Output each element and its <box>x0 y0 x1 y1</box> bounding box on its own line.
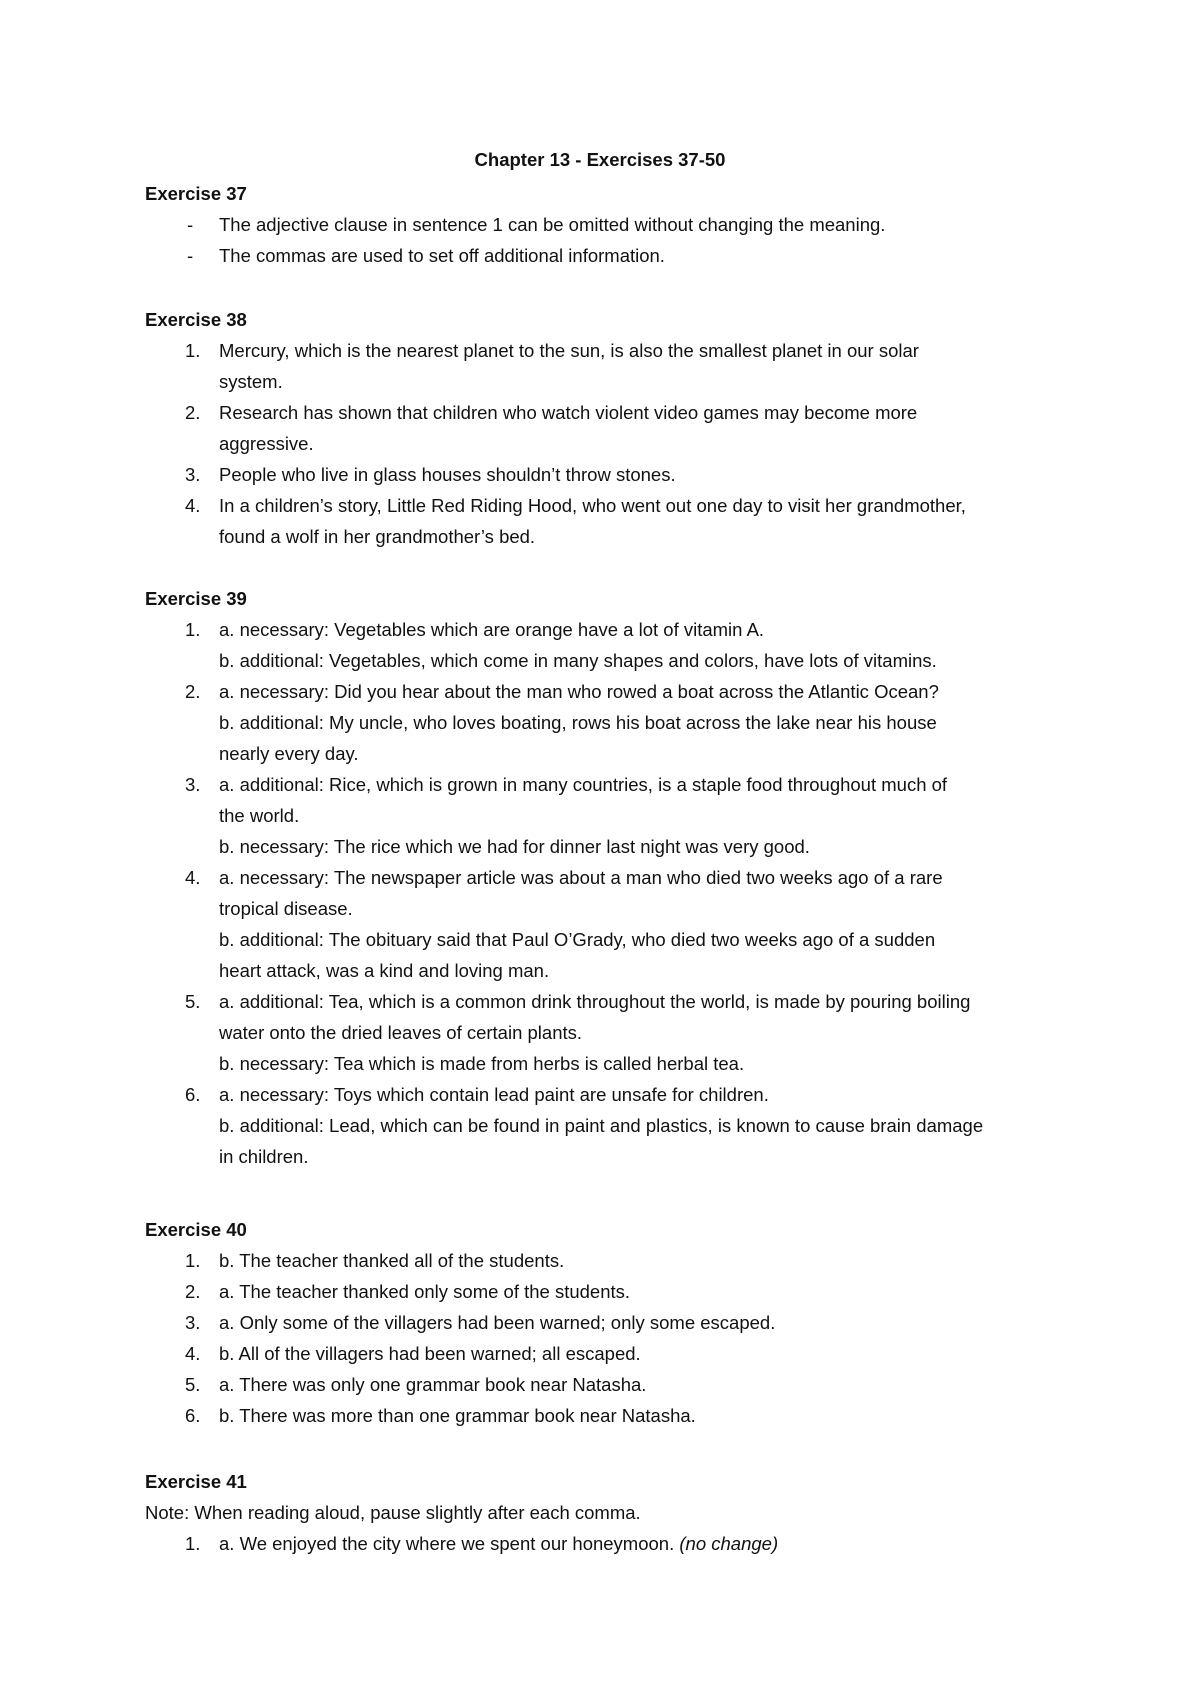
list-item <box>145 614 1075 676</box>
list-item-text: the world. <box>219 805 300 826</box>
list-marker: 3. <box>185 464 201 485</box>
list-item-text: In a children’s story, Little Red Riding Hood, who went out one day to visit her grandmother, <box>219 495 966 516</box>
list-item-text: nearly every day. <box>219 743 359 764</box>
list-marker: 1. <box>185 1533 201 1554</box>
list-item <box>145 1369 1075 1400</box>
list-marker: 3. <box>185 774 201 795</box>
list-item <box>145 1338 1075 1369</box>
list-item-text: Research has shown that children who watch violent video games may become more <box>219 402 918 423</box>
exercise-note: Note: When reading aloud, pause slightly after each comma. <box>145 1502 641 1523</box>
list-marker: 1. <box>185 340 201 361</box>
list-marker: 4. <box>185 1343 201 1364</box>
list-item-text: found a wolf in her grandmother’s bed. <box>219 526 536 547</box>
list-marker: - <box>187 214 194 235</box>
list-item-text: a. additional: Rice, which is grown in many countries, is a staple food throughout much of <box>219 774 948 795</box>
exercise-41-section <box>145 1466 1075 1559</box>
list-item <box>145 676 1075 769</box>
list-item <box>145 1528 1075 1559</box>
list-item-text: b. additional: Vegetables, which come in many shapes and colors, have lots of vitamins. <box>219 650 937 671</box>
list-item <box>145 335 1075 397</box>
exercise-40-section <box>145 1214 1075 1431</box>
list-item-text: b. necessary: The rice which we had for dinner last night was very good. <box>219 836 810 857</box>
list-item-text: b. There was more than one grammar book near Natasha. <box>219 1405 696 1426</box>
list-item-text: b. additional: My uncle, who loves boating, rows his boat across the lake near his house <box>219 712 937 733</box>
list-item-text: b. additional: The obituary said that Paul O’Grady, who died two weeks ago of a sudden <box>219 929 936 950</box>
list-item <box>145 1307 1075 1338</box>
list-item <box>145 1400 1075 1431</box>
list-item-text: a. necessary: Toys which contain lead paint are unsafe for children. <box>219 1084 769 1105</box>
exercise-38-section <box>145 304 1075 552</box>
list-item <box>145 490 1075 552</box>
list-item-text: Mercury, which is the nearest planet to the sun, is also the smallest planet in our solar <box>219 340 919 361</box>
list-item-text: a. Only some of the villagers had been warned; only some escaped. <box>219 1312 776 1333</box>
list-item-text: tropical disease. <box>219 898 353 919</box>
list-marker: 4. <box>185 867 201 888</box>
list-item <box>145 862 1075 986</box>
list-marker: 4. <box>185 495 201 516</box>
list-marker: 3. <box>185 1312 201 1333</box>
list-item-text: The commas are used to set off additional information. <box>219 245 665 266</box>
list-item-text: system. <box>219 371 283 392</box>
list-item-text: water onto the dried leaves of certain plants. <box>219 1022 583 1043</box>
list-item-text: heart attack, was a kind and loving man. <box>219 960 550 981</box>
exercise-39-section <box>145 583 1075 1172</box>
exercise-heading: Exercise 37 <box>145 183 247 204</box>
list-item <box>145 769 1075 862</box>
list-item-text: b. additional: Lead, which can be found in paint and plastics, is known to cause brain damage <box>219 1115 984 1136</box>
list-marker: 5. <box>185 1374 201 1395</box>
exercise-heading: Exercise 40 <box>145 1219 247 1240</box>
list-item <box>145 209 1075 240</box>
list-item-text: b. The teacher thanked all of the students. <box>219 1250 565 1271</box>
list-marker: - <box>187 245 194 266</box>
list-item-text: a. additional: Tea, which is a common drink throughout the world, is made by pouring boiling <box>219 991 971 1012</box>
list-item-text: a. necessary: The newspaper article was about a man who died two weeks ago of a rare <box>219 867 943 888</box>
list-item <box>145 240 1075 271</box>
list-marker: 5. <box>185 991 201 1012</box>
list-marker: 6. <box>185 1405 201 1426</box>
list-item-text: a. The teacher thanked only some of the students. <box>219 1281 631 1302</box>
list-item <box>145 459 1075 490</box>
list-marker: 2. <box>185 402 201 423</box>
list-item <box>145 986 1075 1079</box>
list-item-annotation: (no change) <box>679 1533 779 1554</box>
list-marker: 6. <box>185 1084 201 1105</box>
list-item <box>145 1245 1075 1276</box>
list-marker: 2. <box>185 1281 201 1302</box>
list-item-text: aggressive. <box>219 433 314 454</box>
list-item-text: a. necessary: Vegetables which are orange have a lot of vitamin A. <box>219 619 765 640</box>
list-marker: 2. <box>185 681 201 702</box>
exercise-heading: Exercise 41 <box>145 1471 247 1492</box>
list-item-text: b. necessary: Tea which is made from herbs is called herbal tea. <box>219 1053 745 1074</box>
exercise-37-section <box>145 178 1075 271</box>
exercise-heading: Exercise 39 <box>145 588 247 609</box>
list-item-text: a. We enjoyed the city where we spent our honeymoon. <box>219 1533 675 1554</box>
list-marker: 1. <box>185 1250 201 1271</box>
list-item-text: b. All of the villagers had been warned; all escaped. <box>219 1343 641 1364</box>
list-item <box>145 397 1075 459</box>
list-item <box>145 1276 1075 1307</box>
list-item-text: a. There was only one grammar book near Natasha. <box>219 1374 647 1395</box>
list-item-text: a. necessary: Did you hear about the man who rowed a boat across the Atlantic Ocean? <box>219 681 939 702</box>
list-marker: 1. <box>185 619 201 640</box>
list-item-text: People who live in glass houses shouldn’t throw stones. <box>219 464 676 485</box>
list-item <box>145 1079 1075 1172</box>
document-title: Chapter 13 - Exercises 37-50 <box>474 149 726 170</box>
exercise-heading: Exercise 38 <box>145 309 247 330</box>
list-item-text: in children. <box>219 1146 309 1167</box>
list-item-text: The adjective clause in sentence 1 can be omitted without changing the meaning. <box>219 214 886 235</box>
